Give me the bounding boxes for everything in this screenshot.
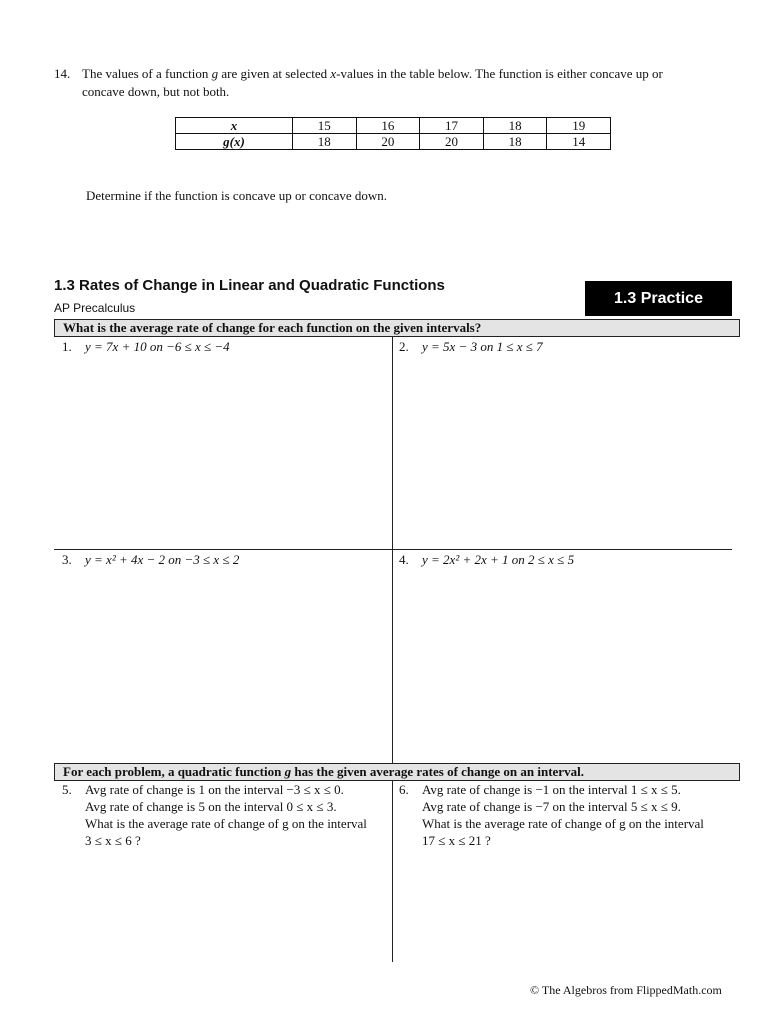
table-cell: 16 (356, 118, 420, 134)
problem-text: Avg rate of change is −1 on the interval 1 ≤ x ≤ 5. (422, 782, 681, 797)
problem-line: 3 ≤ x ≤ 6 ? (85, 833, 141, 848)
function-values-table (175, 117, 611, 150)
problem-14 (54, 65, 724, 101)
problem-14-line-1 (82, 65, 724, 83)
problem-text: y = 7x + 10 on −6 ≤ x ≤ −4 (85, 339, 230, 354)
problem-number: 4. (399, 552, 409, 567)
table-cell: 20 (420, 134, 484, 150)
part-1-instruction: What is the average rate of change for each function on the given intervals? (54, 319, 740, 337)
row-divider (54, 549, 732, 550)
table-cell: 15 (293, 118, 357, 134)
problem-number: 5. (62, 782, 72, 797)
text-segment: are given at selected (218, 66, 331, 81)
math-variable: x (330, 66, 337, 81)
problem-14-line-2: concave down, but not both. (82, 84, 230, 99)
problem-line: What is the average rate of change of g on the interval (85, 816, 367, 831)
problem-5 (62, 781, 367, 849)
practice-badge: 1.3 Practice (585, 281, 732, 316)
math-variable: g (284, 764, 292, 779)
problem-number: 14. (54, 66, 71, 81)
table-row-x (176, 118, 611, 134)
text-segment: -values in the table below. The function is either concave up or (336, 66, 663, 81)
table-cell: 18 (483, 134, 547, 150)
table-cell: 19 (547, 118, 611, 134)
problem-line (399, 781, 704, 798)
problem-line: Avg rate of change is −7 on the interval 5 ≤ x ≤ 9. (422, 799, 681, 814)
course-name: AP Precalculus (54, 301, 136, 315)
problem-14-prompt: Determine if the function is concave up or concave down. (86, 188, 388, 203)
problem-line: What is the average rate of change of g on the interval (422, 816, 704, 831)
problem-4 (399, 551, 574, 568)
table-cell: 20 (356, 134, 420, 150)
problem-text: y = 2x² + 2x + 1 on 2 ≤ x ≤ 5 (422, 552, 575, 567)
copyright-footer: © The Algebros from FlippedMath.com (530, 983, 722, 997)
problem-text: y = 5x − 3 on 1 ≤ x ≤ 7 (422, 339, 543, 354)
table-cell: 14 (547, 134, 611, 150)
section-title: 1.3 Rates of Change in Linear and Quadratic Functions (54, 277, 445, 294)
text-segment: For each problem, a quadratic function (63, 764, 285, 779)
problem-number: 1. (62, 339, 72, 354)
problem-6 (399, 781, 704, 849)
problem-text: Avg rate of change is 1 on the interval −3 ≤ x ≤ 0. (85, 782, 344, 797)
problem-2 (399, 338, 543, 355)
part-2-instruction (54, 763, 740, 781)
problem-line: 17 ≤ x ≤ 21 ? (422, 833, 491, 848)
header-gx: g(x) (176, 134, 293, 150)
table-cell: 17 (420, 118, 484, 134)
problem-3 (62, 551, 239, 568)
problem-number: 6. (399, 782, 409, 797)
problem-1 (62, 338, 230, 355)
math-variable: g (211, 66, 219, 81)
text-segment: has the given average rates of change on an interval. (291, 764, 584, 779)
table-row-gx (176, 134, 611, 150)
text-segment: The values of a function (82, 66, 212, 81)
column-divider (392, 780, 393, 962)
problem-number: 3. (62, 552, 72, 567)
table-cell: 18 (293, 134, 357, 150)
table-cell: 18 (483, 118, 547, 134)
header-x: x (176, 118, 293, 134)
problem-14-text (82, 65, 724, 101)
problem-number: 2. (399, 339, 409, 354)
problem-text: y = x² + 4x − 2 on −3 ≤ x ≤ 2 (85, 552, 240, 567)
problem-line: Avg rate of change is 5 on the interval 0 ≤ x ≤ 3. (85, 799, 337, 814)
problem-line (62, 781, 367, 798)
